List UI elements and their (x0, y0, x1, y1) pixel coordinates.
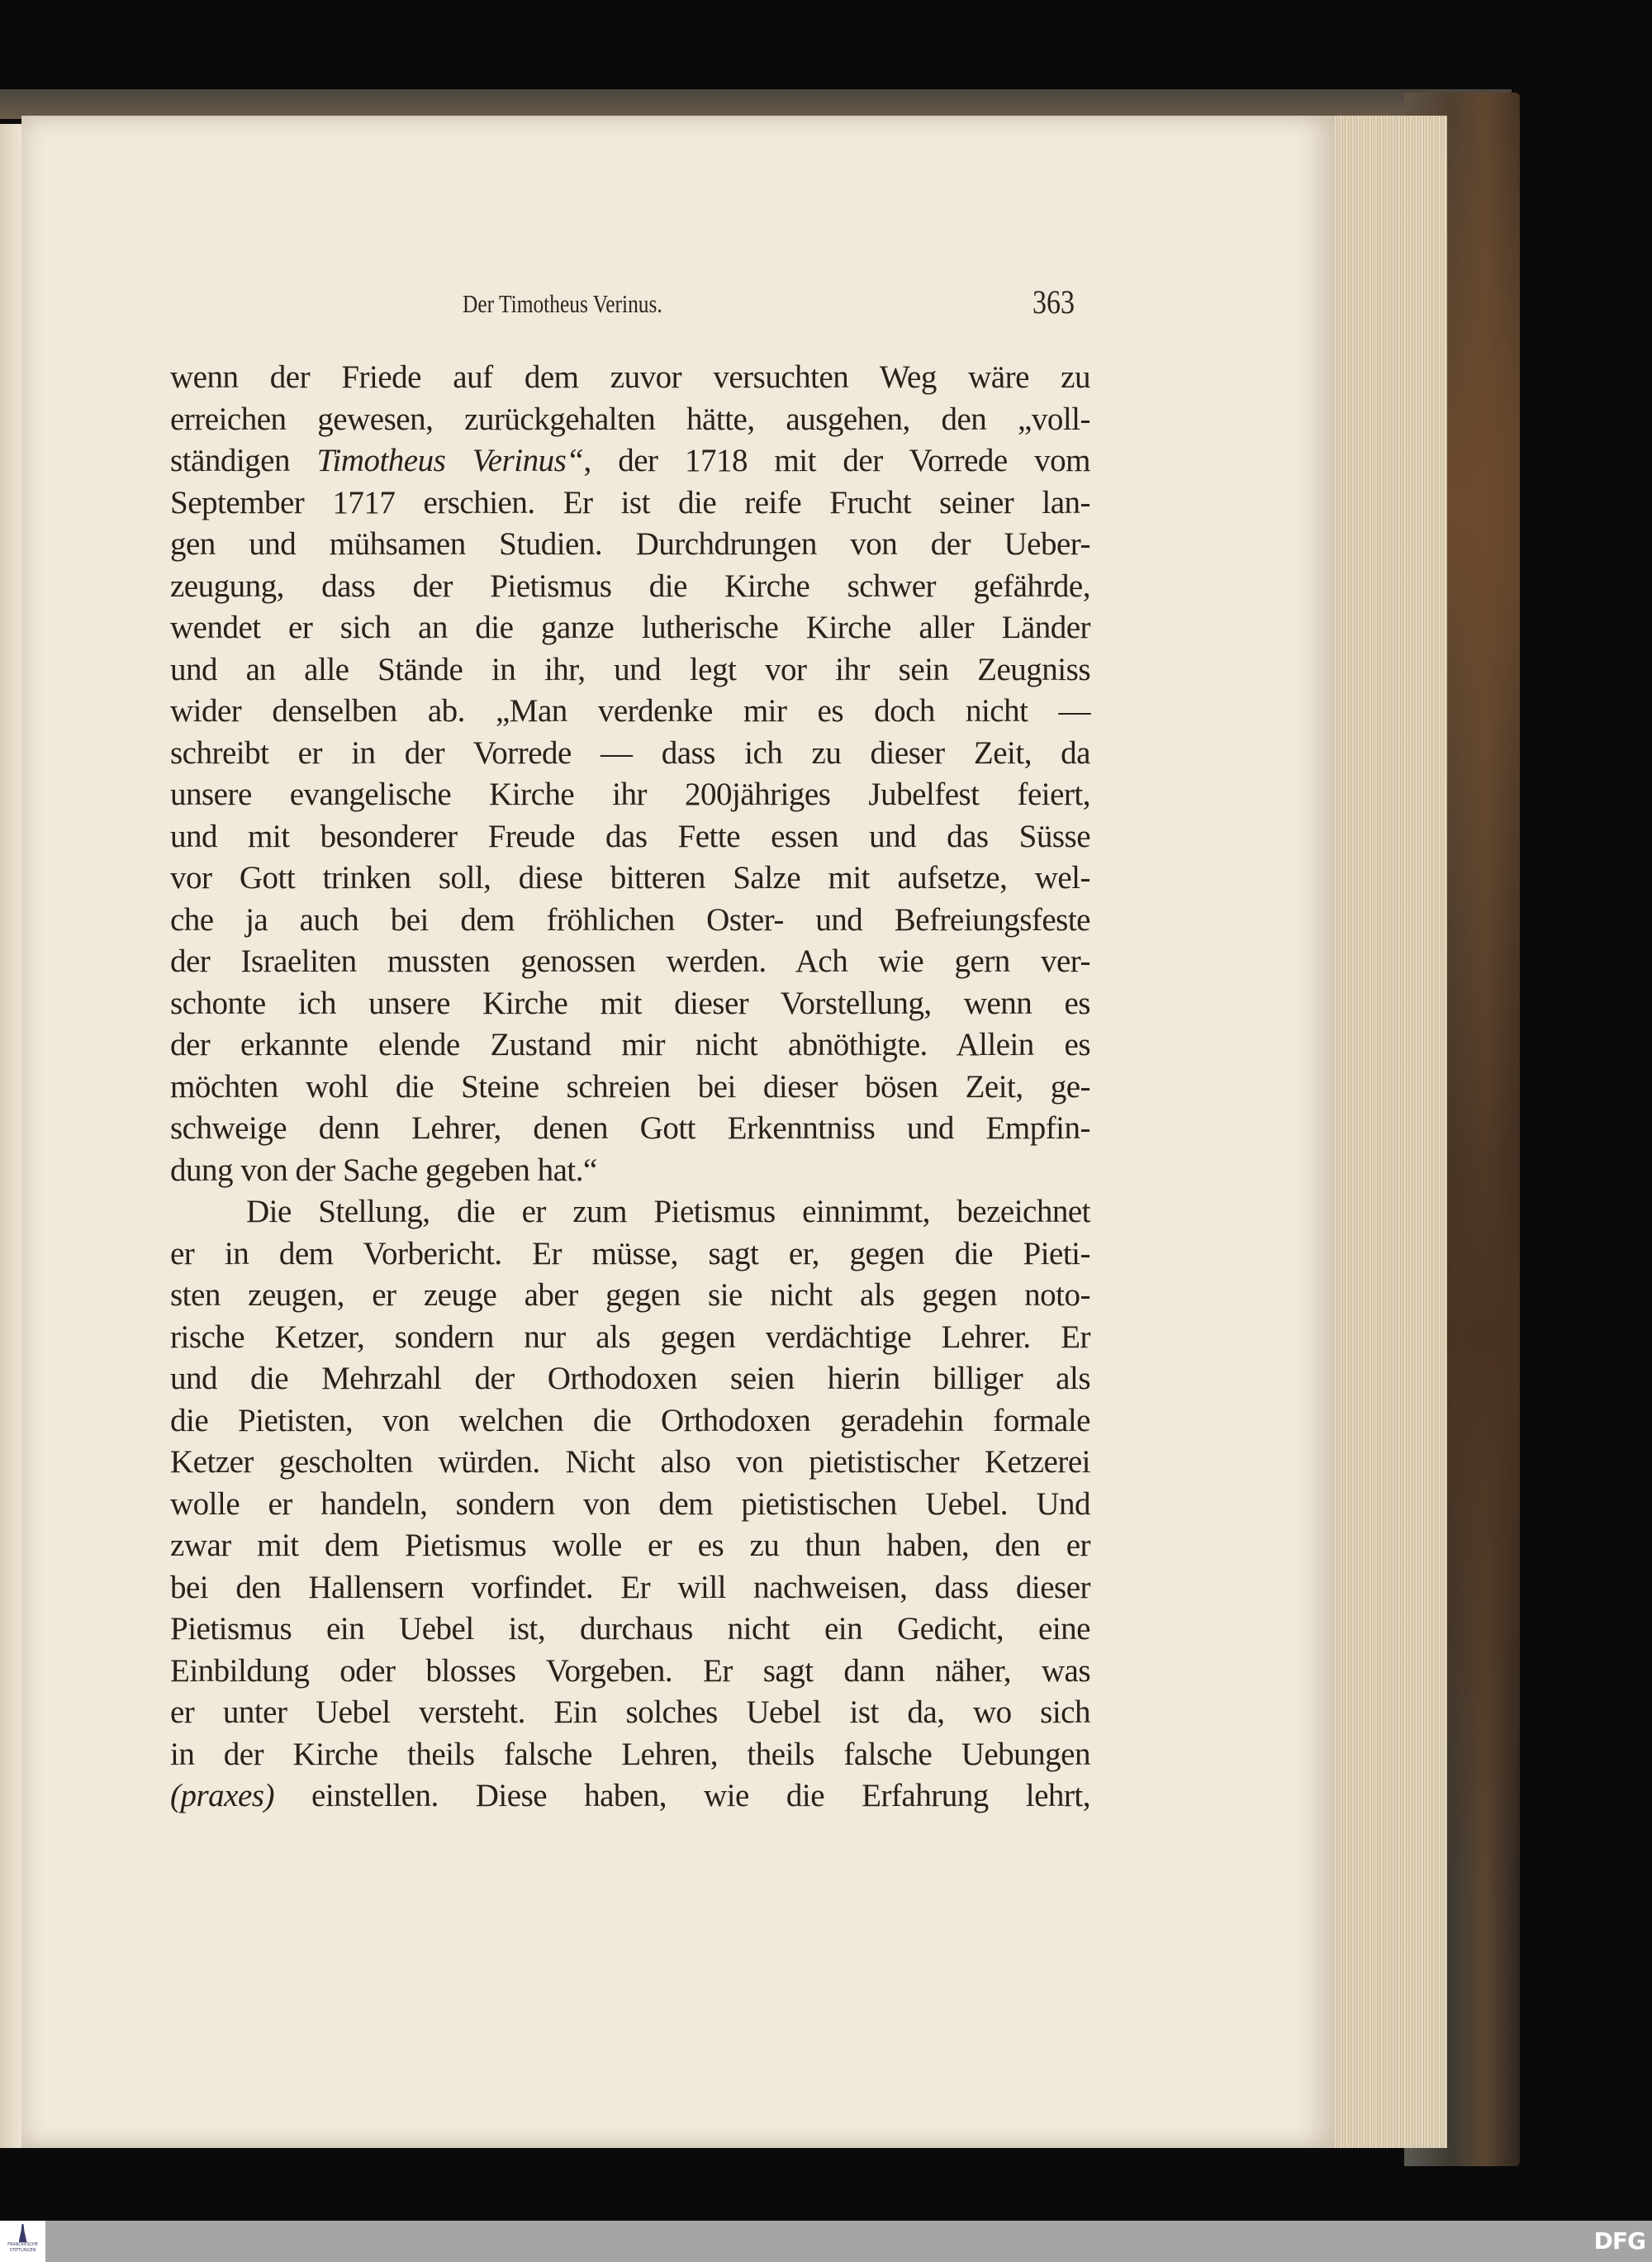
text-segment: Die Stellung, die er zum Pietismus einnimmt, bezeichnet (246, 1194, 1090, 1229)
text-segment: schweige denn Lehrer, denen Gott Erkenntniss und Empfin- (170, 1110, 1090, 1146)
text-line (170, 1108, 1090, 1150)
text-segment: gen und mühsamen Studien. Durchdrungen von der Ueber- (170, 526, 1090, 562)
text-line (170, 1525, 1090, 1567)
text-segment: und mit besonderer Freude das Fette essen und das Süsse (170, 818, 1090, 854)
text-line (170, 607, 1090, 649)
logo-text: FRANCKESCHE STIFTUNGEN (7, 2242, 38, 2253)
text-line (170, 524, 1090, 566)
text-line (170, 1233, 1090, 1276)
text-segment: die Pietisten, von welchen die Orthodoxen geradehin formale (170, 1402, 1090, 1438)
text-line (170, 482, 1090, 525)
text-line (170, 357, 1090, 399)
text-line (170, 900, 1090, 942)
text-line (170, 1400, 1090, 1442)
italic-text: (praxes) (170, 1778, 274, 1813)
text-line (170, 1775, 1090, 1818)
text-line (170, 941, 1090, 983)
text-segment: zeugung, dass der Pietismus die Kirche schwer gefährde, (170, 568, 1090, 604)
dfg-logo[interactable]: DFG (1593, 2227, 1645, 2255)
text-line (170, 1442, 1090, 1484)
text-segment: und die Mehrzahl der Orthodoxen seien hierin billiger als (170, 1361, 1090, 1396)
text-segment: zwar mit dem Pietismus wolle er es zu thun haben, den er (170, 1528, 1090, 1563)
text-segment: vor Gott trinken soll, diese bitteren Salze mit aufsetze, wel- (170, 860, 1090, 896)
institution-logo[interactable] (0, 2221, 45, 2262)
page-number: 363 (1032, 283, 1075, 321)
text-segment: wolle er handeln, sondern von dem pietistischen Uebel. Und (170, 1485, 1090, 1522)
text-segment: und an alle Stände in ihr, und legt vor ihr sein Zeugniss (170, 651, 1090, 687)
text-segment: möchten wohl die Steine schreien bei dieser bösen Zeit, ge- (170, 1068, 1090, 1105)
text-segment: wider denselben ab. „Man verdenke mir es doch nicht — (170, 693, 1090, 729)
text-segment: rische Ketzer, sondern nur als gegen verdächtige Lehrer. Er (170, 1319, 1090, 1355)
text-line (170, 983, 1090, 1025)
text-segment: che ja auch bei dem fröhlichen Oster- und Befreiungsfeste (170, 901, 1090, 938)
text-segment: ständigen (170, 443, 317, 478)
text-segment: Pietismus ein Uebel ist, durchaus nicht ein Gedicht, eine (170, 1611, 1090, 1647)
text-line (170, 566, 1090, 608)
text-segment: wendet er sich an die ganze lutherische Kirche aller Länder (170, 610, 1090, 645)
text-line (170, 1609, 1090, 1651)
text-segment: Einbildung oder blosses Vorgeben. Er sagt dann näher, was (170, 1652, 1090, 1689)
text-segment: schreibt er in der Vorrede — dass ich zu dieser Zeit, da (170, 734, 1090, 771)
text-segment: bei den Hallensern vorfindet. Er will nachweisen, dass dieser (170, 1569, 1090, 1605)
page-edges (1332, 116, 1447, 2148)
text-line (170, 1734, 1090, 1776)
text-line (170, 1275, 1090, 1317)
text-segment: , der 1718 mit der Vorrede vom (583, 443, 1090, 478)
text-line (170, 1358, 1090, 1400)
text-line (170, 399, 1090, 441)
text-line (170, 733, 1090, 775)
text-line (170, 691, 1090, 733)
text-line (170, 1191, 1090, 1233)
left-page-edge (0, 124, 23, 2148)
text-segment: er unter Uebel versteht. Ein solches Uebel ist da, wo sich (170, 1694, 1090, 1730)
text-line (170, 816, 1090, 858)
text-segment: September 1717 erschien. Er ist die reife Frucht seiner lan- (170, 484, 1090, 520)
text-segment: erreichen gewesen, zurückgehalten hätte, ausgehen, den „voll- (170, 401, 1090, 437)
text-line (170, 1484, 1090, 1526)
text-line (170, 1150, 1090, 1192)
italic-text: Timotheus Verinus“ (316, 443, 584, 478)
text-line (170, 1567, 1090, 1609)
text-segment: schonte ich unsere Kirche mit dieser Vorstellung, wenn es (170, 985, 1090, 1021)
text-segment: Ketzer gescholten würden. Nicht also von pietistischer Ketzerei (170, 1444, 1090, 1480)
book-top-edge (0, 89, 1512, 119)
text-segment: dung von der Sache gegeben hat.“ (170, 1152, 597, 1188)
text-line (170, 1651, 1090, 1693)
text-line (170, 440, 1090, 482)
text-segment: wenn der Friede auf dem zuvor versuchten Weg wäre zu (170, 359, 1090, 395)
text-line (170, 1692, 1090, 1734)
text-segment: einstellen. Diese haben, wie die Erfahrung lehrt, (273, 1778, 1090, 1813)
text-line (170, 858, 1090, 900)
text-segment: der Israeliten mussten genossen werden. Ach wie gern ver- (170, 943, 1090, 979)
tower-icon (19, 2224, 27, 2242)
text-line (170, 1067, 1090, 1109)
footer-bar (0, 2221, 1652, 2262)
text-segment: in der Kirche theils falsche Lehren, theils falsche Uebungen (170, 1736, 1090, 1772)
text-line (170, 1024, 1090, 1067)
running-head: Der Timotheus Verinus. (463, 289, 662, 318)
text-segment: unsere evangelische Kirche ihr 200jähriges Jubelfest feiert, (170, 777, 1090, 812)
text-segment: der erkannte elende Zustand mir nicht abnöthigte. Allein es (170, 1027, 1090, 1062)
text-segment: sten zeugen, er zeuge aber gegen sie nicht als gegen noto- (170, 1277, 1090, 1313)
text-segment: er in dem Vorbericht. Er müsse, sagt er, gegen die Pieti- (170, 1235, 1090, 1271)
text-line (170, 774, 1090, 816)
body-text (170, 357, 1090, 1818)
text-line (170, 649, 1090, 691)
text-line (170, 1317, 1090, 1359)
